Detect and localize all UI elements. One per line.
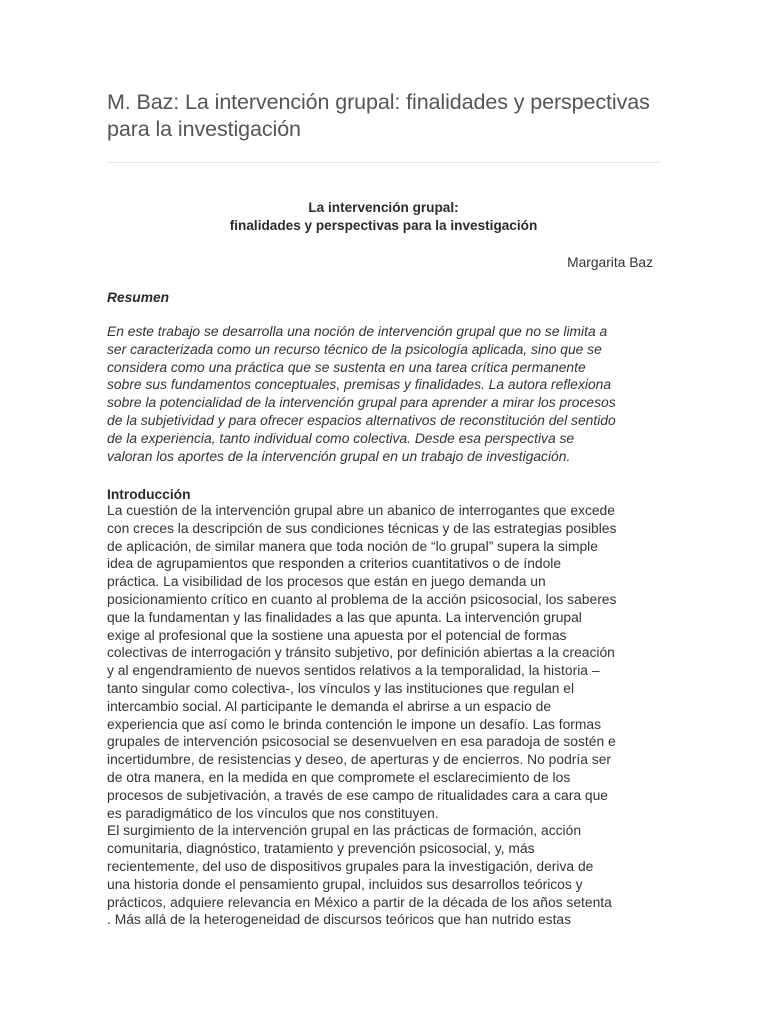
abstract-line: En este trabajo se desarrolla una noción de intervención grupal que no se limita a (107, 323, 608, 339)
paper-title (107, 199, 660, 234)
intro-line: y al engendramiento de nuevos sentidos relativos a la temporalidad, la historia – (107, 662, 600, 679)
intro-line: incertidumbre, de resistencias y deseo, de aperturas y de encierros. No podría ser (107, 751, 612, 768)
intro-line: es paradigmático de los vínculos que nos constituyen. (107, 804, 439, 821)
intro-line: grupales de intervención psicosocial se desenvuelven en esa paradoja de sostén e (107, 733, 616, 750)
introduction-paragraph (107, 502, 667, 929)
intro-line: procesos de subjetivación, a través de ese campo de ritualidades cara a cara que (107, 786, 608, 803)
intro-line: comunitaria, diagnóstico, tratamiento y prevención psicosocial, y, más (107, 840, 535, 857)
intro-line: de otra manera, en la medida en que compromete el esclarecimiento de los (107, 768, 571, 785)
intro-line: con creces la descripción de sus condiciones técnicas y de las estrategias posibles (107, 519, 617, 536)
intro-line: La cuestión de la intervención grupal abre un abanico de interrogantes que excede (107, 502, 615, 518)
intro-line: una historia donde el pensamiento grupal, incluidos sus desarrollos teóricos y (107, 875, 583, 892)
abstract-line: de la experiencia, tanto individual como colectiva. Desde esa perspectiva se (107, 429, 575, 446)
intro-line: idea de agrupamientos que responden a criterios cuantitativos o de índole (107, 555, 562, 572)
intro-line: colectivas de interrogación y tránsito subjetivo, por definición abiertas a la creación (107, 644, 615, 661)
abstract-paragraph (107, 323, 667, 465)
abstract-line: sobre sus fundamentos conceptuales, premisas y finalidades. La autora reflexiona (107, 376, 612, 393)
intro-line: posicionamiento crítico en cuanto al problema de la acción psicosocial, los saberes (107, 590, 617, 607)
abstract-line: de la subjetividad y para ofrecer espacios alternativos de reconstitución del sentido (107, 411, 616, 428)
abstract-line: valoran los aportes de la intervención grupal en un trabajo de investigación. (107, 447, 571, 464)
abstract-line: sobre la potencialidad de la intervención grupal para aprender a mirar los procesos (107, 394, 616, 411)
intro-line: intercambio social. Al participante le demanda el abrirse a un espacio de (107, 697, 552, 714)
abstract-heading: Resumen (107, 290, 170, 305)
intro-line: experiencia que así como le brinda contención le impone un desafío. Las formas (107, 715, 602, 732)
intro-line: tanto singular como colectiva-, los vínculos y las instituciones que regulan el (107, 679, 575, 696)
intro-line: . Más allá de la heterogeneidad de discursos teóricos que han nutrido estas (107, 911, 572, 928)
intro-line: que la fundamentan y las finalidades a las que apunta. La intervención grupal (107, 608, 582, 625)
paper-title-line-2: finalidades y perspectivas para la investigación (229, 217, 538, 233)
introduction-heading: Introducción (107, 487, 191, 502)
intro-line: prácticos, adquiere relevancia en México a partir de la década de los años setenta (107, 893, 612, 910)
intro-line: El surgimiento de la intervención grupal en las prácticas de formación, acción (107, 822, 582, 839)
title-divider (107, 162, 660, 163)
author-name: Margarita Baz (567, 255, 653, 270)
intro-line: práctica. La visibilidad de los procesos que están en juego demanda un (107, 573, 546, 590)
intro-line: exige al profesional que la sostiene una apuesta por el potencial de formas (107, 626, 567, 643)
intro-line: de aplicación, de similar manera que toda noción de “lo grupal” supera la simple (107, 537, 598, 554)
document-title: M. Baz: La intervención grupal: finalidades y perspectivas para la investigación (107, 90, 650, 141)
paper-title-line-1: La intervención grupal: (308, 200, 459, 215)
intro-line: recientemente, del uso de dispositivos grupales para la investigación, deriva de (107, 857, 594, 874)
abstract-line: considera como una práctica que se sustenta en una tarea crítica permanente (107, 358, 586, 375)
abstract-line: ser caracterizada como un recurso técnico de la psicología aplicada, sino que se (107, 340, 602, 357)
